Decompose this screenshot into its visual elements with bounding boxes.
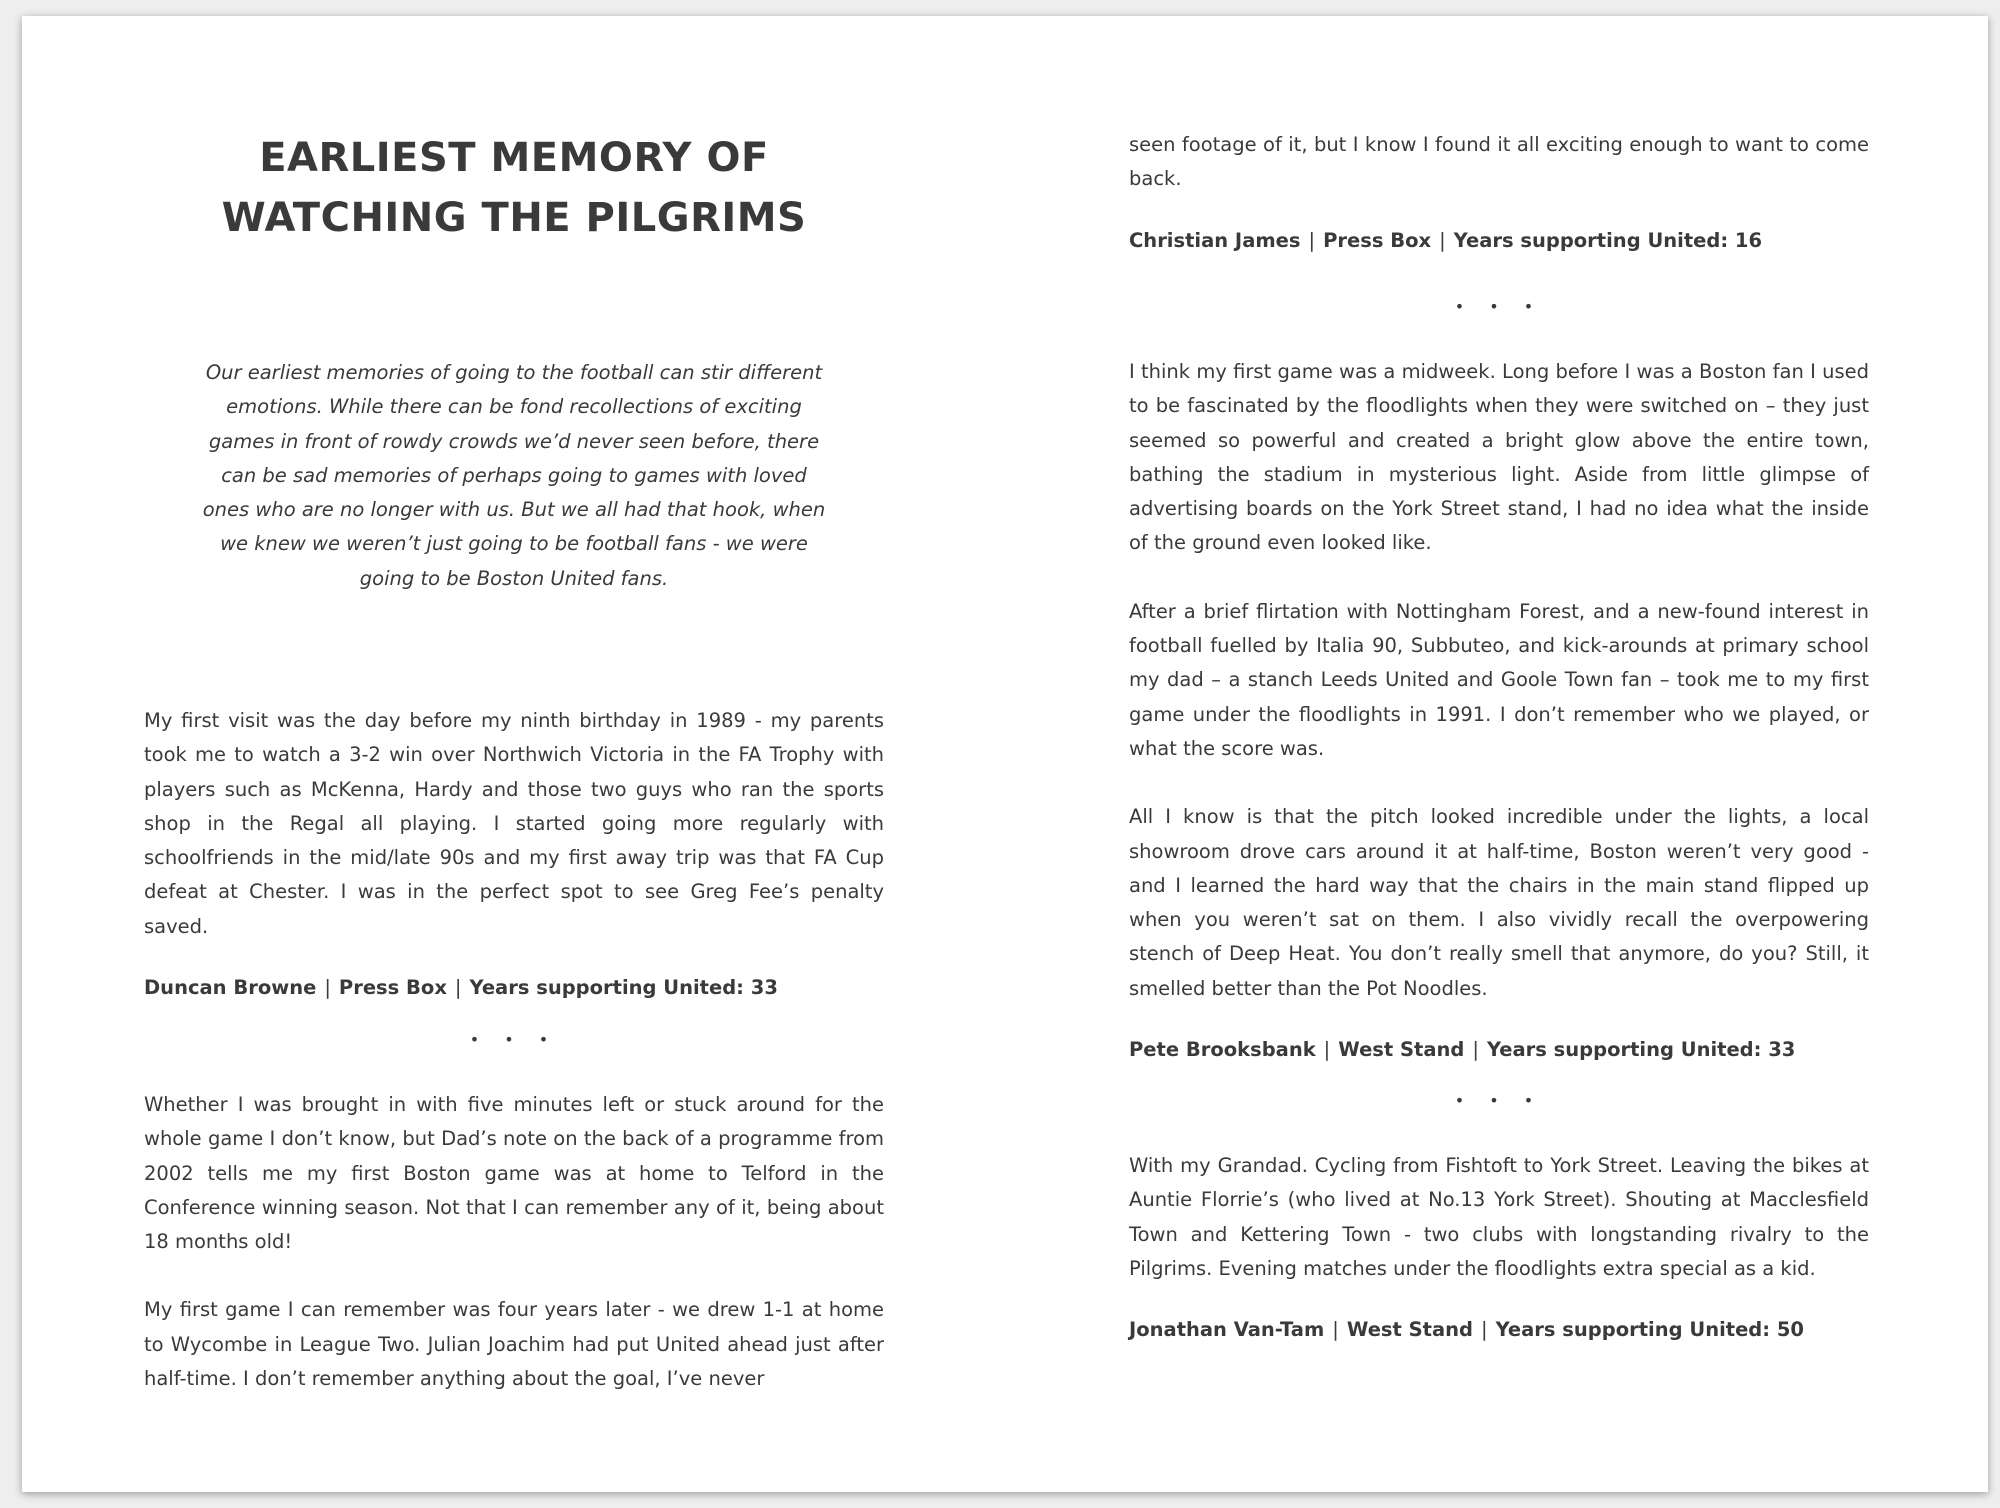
memory-text: My first visit was the day before my ninth birthday in 1989 - my parents took me to watch a 3-2 win over Northwich Victoria in the FA Trophy with players such as McKenna, Hardy and those two guys who ran the sports shop in the Regal all playing. I started going more regularly with schoolfriends in the mid/late 90s and my first away trip was that FA Cup defeat at Chester. I was in the perfect spot to see Greg Fee’s penalty saved. <box>144 709 884 938</box>
memory-text: With my Grandad. Cycling from Fishtoft to York Street. Leaving the bikes at Auntie Florrie’s (who lived at No.13 York Street). Shouting at Macclesfield Town and Kettering Town - two clubs with longstanding rivalry to the Pilgrims. Evening matches under the floodlights extra special as a kid. <box>1129 1154 1869 1280</box>
memory-text: After a brief flirtation with Nottingham Forest, and a new-found interest in football fuelled by Italia 90, Subbuteo, and kick-arounds at primary school my dad – a stanch Leeds United and Goole Town fan – took me to my first game under the floodlights in 1991. I don’t remember who we played, or what the score was. <box>1129 599 1869 760</box>
chapter-intro: Our earliest memories of going to the football can stir different emotions. While there can be fond recollections of exciting games in front of rowdy crowds we’d never seen before, there can be sad memories of perhaps going to games with loved ones who are no longer with us. But we all had that hook, when we knew we weren’t just going to be football fans - we were going to be Boston United fans. <box>202 361 826 590</box>
separator: | <box>1439 228 1446 252</box>
author-stand: West Stand <box>1346 1318 1473 1342</box>
book-spread <box>22 16 1988 1492</box>
separator: | <box>1323 1038 1331 1062</box>
memory-entry-jonathan <box>1129 1149 1869 1347</box>
separator: | <box>454 976 462 1000</box>
memory-attribution <box>1129 1313 1869 1347</box>
memory-text: My first game I can remember was four years later - we drew 1-1 at home to Wycombe in League Two. Julian Joachim had put United ahead just after half-time. I don’t remember anything about the goal, I’ve never <box>144 1298 884 1391</box>
memory-entry-pete <box>1129 355 1869 1067</box>
memory-text: seen footage of it, but I know I found it all exciting enough to want to come back. <box>1129 133 1869 191</box>
memory-attribution <box>1129 224 1869 258</box>
author-name: Duncan Browne <box>144 976 317 1000</box>
memory-attribution <box>1129 1033 1869 1067</box>
memory-entry-christian-cont <box>1129 128 1869 258</box>
memory-attribution <box>144 971 884 1005</box>
author-stand: West Stand <box>1338 1038 1465 1062</box>
author-name: Jonathan Van-Tam <box>1129 1318 1325 1342</box>
chapter-title-line1: EARLIEST MEMORY OF <box>259 135 769 181</box>
separator: | <box>1332 1318 1339 1342</box>
author-years: Years supporting United: 33 <box>469 976 778 1000</box>
memory-entry-duncan <box>144 704 884 1005</box>
chapter-title-line2: WATCHING THE PILGRIMS <box>221 195 807 241</box>
author-stand: Press Box <box>1323 228 1432 252</box>
author-name: Pete Brooksbank <box>1129 1038 1316 1062</box>
author-stand: Press Box <box>338 976 447 1000</box>
author-years: Years supporting United: 16 <box>1453 228 1763 252</box>
author-years: Years supporting United: 33 <box>1486 1038 1796 1062</box>
separator: | <box>1472 1038 1479 1062</box>
separator: | <box>324 976 331 1000</box>
author-name: Christian James <box>1129 228 1301 252</box>
memory-text: All I know is that the pitch looked incredible under the lights, a local showroom drove cars around it at half-time, Boston weren’t very good - and I learned the hard way that the chairs in the main stand flipped up when you weren’t sat on them. I also vividly recall the overpowering stench of Deep Heat. You don’t really smell that anymore, do you? Still, it smelled better than the Pot Noodles. <box>1129 805 1869 1000</box>
section-divider: • • • <box>469 1030 559 1049</box>
author-years: Years supporting United: 50 <box>1495 1318 1804 1342</box>
memory-text: I think my first game was a midweek. Long before I was a Boston fan I used to be fascinated by the floodlights when they were switched on – they just seemed so powerful and created a bright glow above the entire town, bathing the stadium in mysterious light. Aside from little glimpse of advertising boards on the York Street stand, I had no idea what the inside of the ground even looked like. <box>1129 360 1869 555</box>
chapter-title <box>144 128 884 248</box>
memory-entry-christian <box>144 1088 884 1396</box>
section-divider: • • • <box>1454 1091 1544 1110</box>
section-divider: • • • <box>1454 297 1544 316</box>
memory-text: Whether I was brought in with five minutes left or stuck around for the whole game I don’t know, but Dad’s note on the back of a programme from 2002 tells me my first Boston game was at home to Telford in the Conference winning season. Not that I can remember any of it, being about 18 months old! <box>144 1093 884 1254</box>
separator: | <box>1481 1318 1488 1342</box>
separator: | <box>1308 228 1316 252</box>
